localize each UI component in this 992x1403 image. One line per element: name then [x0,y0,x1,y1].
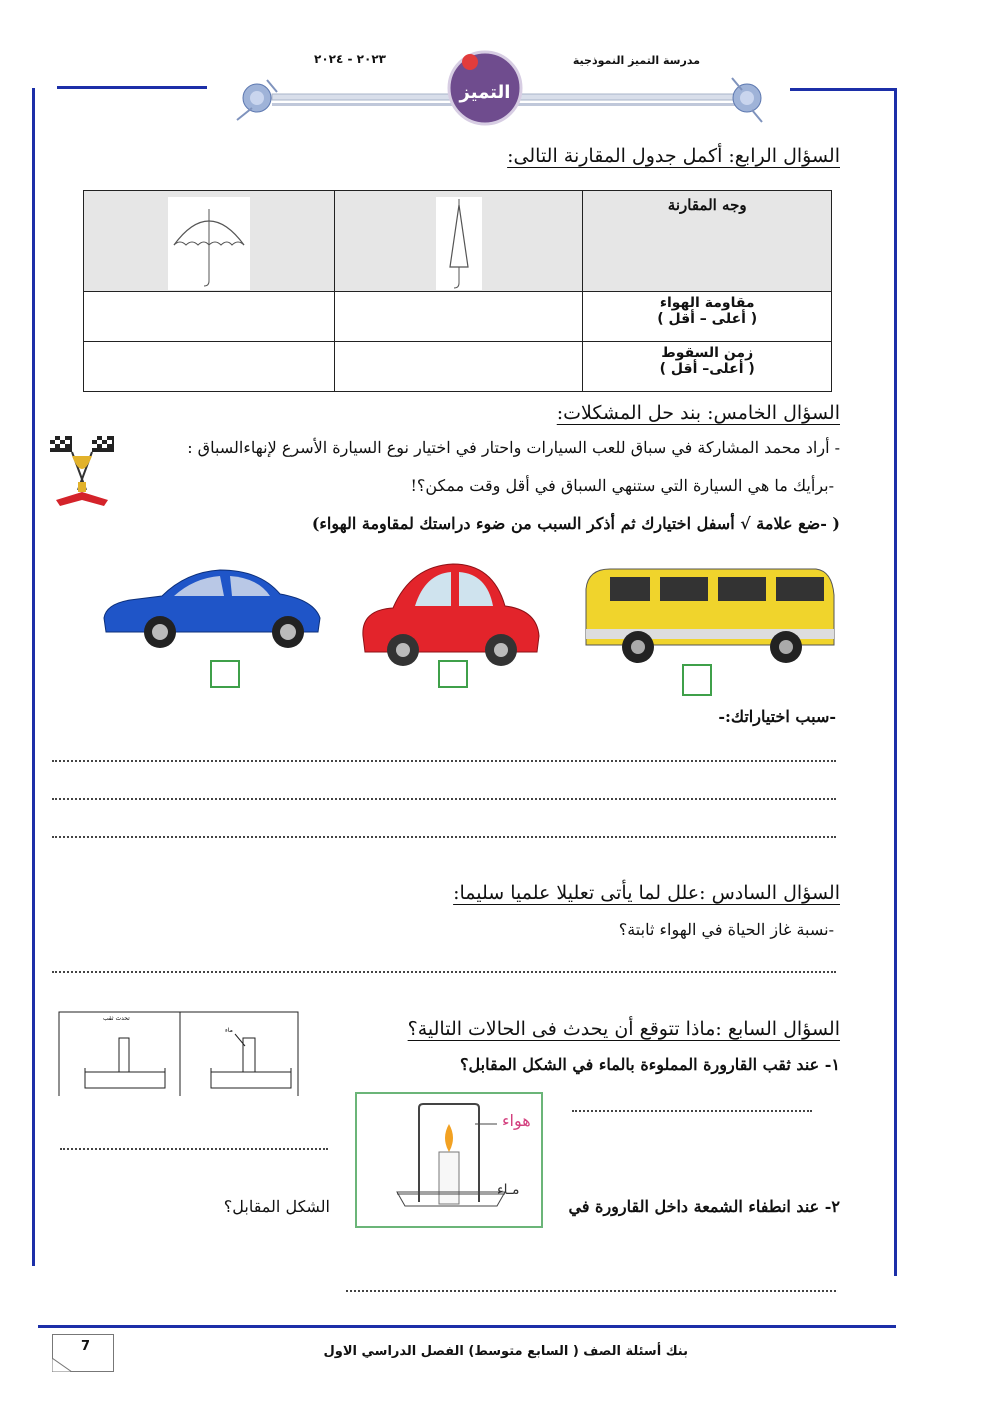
table-row [84,292,832,342]
logo [446,46,524,126]
frame-top-right [790,88,896,91]
table-header-closed-umbrella [335,191,583,292]
yellow-van-checkbox[interactable] [682,664,712,696]
q7-item-2b: الشكل المقابل؟ [223,1197,330,1216]
q4-title: السؤال الرابع: أكمل جدول المقارنة التالى: [507,145,840,167]
table-header-criteria [583,191,832,292]
q5-title: السؤال الخامس: بند حل المشكلات: [556,402,840,424]
q6-item: -نسبة غاز الحياة في الهواء ثابتة؟ [618,920,834,939]
answer-line-reason-2[interactable] [52,798,836,800]
red-car-checkbox[interactable] [438,660,468,688]
fig1-label-water: ماء [225,1027,233,1034]
answer-line-q7-1a[interactable] [572,1110,812,1112]
page-number: 7 [81,1339,91,1354]
frame-top-left [57,86,207,89]
school-name: مدرسة التميز النموذجية [572,54,700,67]
answer-cell[interactable] [84,342,335,392]
school-year: ٢٠٢٣ - ٢٠٢٤ [314,52,386,66]
q5-line-3: ( -ضع علامة √ أسفل اختيارك ثم أذكر السبب من ضوء دراستك لمقاومة الهواء) [311,514,840,533]
table-row [84,342,832,392]
answer-cell[interactable] [335,292,583,342]
table-row-label-fall-time: زمن السقوط ( أعلى– أقل ) [583,342,832,392]
blue-car-icon [100,560,325,655]
comparison-table [83,190,832,392]
yellow-van-icon [580,565,838,665]
fig2-air-label: هواء [502,1111,531,1130]
answer-line-q7-2[interactable] [346,1290,836,1292]
logo-text: التميز [459,82,511,103]
q7-title: السؤال السابع :ماذا تتوقع أن يحدث فى الحالات التالية؟ [407,1018,840,1040]
race-trophy-icon [46,430,118,510]
answer-cell[interactable] [84,292,335,342]
yellow-van-image [580,565,838,665]
frame-right [894,88,897,1276]
school-logo-icon [446,46,524,126]
q7-item-2a: ٢- عند انطفاء الشمعة داخل القارورة في [568,1197,840,1216]
red-car-image [353,548,548,673]
blue-car-checkbox[interactable] [210,660,240,688]
answer-line-q7-1b[interactable] [60,1148,328,1150]
footer-text: بنك أسئلة الصف ( السابع متوسط) الفصل الدراسي الاول [323,1344,688,1359]
open-umbrella-icon [168,197,250,290]
q5-line-2: -برأيك ما هي السيارة التي ستنهي السباق في أقل وقت ممكن؟! [410,476,834,495]
reason-label: -سبب اختياراتك:- [718,707,836,726]
q5-line-1: - أراد محمد المشاركة في سباق للعب السيارات واحتار في اختيار نوع السيارة الأسرع لإنهاءالسباق : [187,438,840,457]
frame-bottom [38,1325,896,1328]
blue-sedan-image [100,560,325,655]
bottle-hole-figure [57,1010,300,1098]
answer-cell[interactable] [335,342,583,392]
table-header-label: وجه المقارنة [667,196,747,214]
answer-line-reason-3[interactable] [52,836,836,838]
candle-figure [355,1092,543,1228]
page-curl-icon [52,1358,72,1372]
table-row-label-air-resistance: مقاومة الهواء ( أعلى – أقل ) [583,292,832,342]
closed-umbrella-icon [436,197,482,290]
answer-line-reason-1[interactable] [52,760,836,762]
page-number-badge [52,1334,114,1372]
table-header-open-umbrella [84,191,335,292]
fig2-water-label: مـاء [497,1182,520,1198]
q7-item-1: ١- عند ثقب القارورة المملوءة بالماء في الشكل المقابل؟ [460,1055,840,1074]
answer-line-q6[interactable] [52,971,836,973]
fig1-label-hole: تحدث ثقب [103,1015,130,1022]
q6-title: السؤال السادس :علل لما يأتى تعليلا علميا سليما: [453,882,840,904]
frame-left [32,88,35,1266]
red-car-icon [353,548,548,673]
